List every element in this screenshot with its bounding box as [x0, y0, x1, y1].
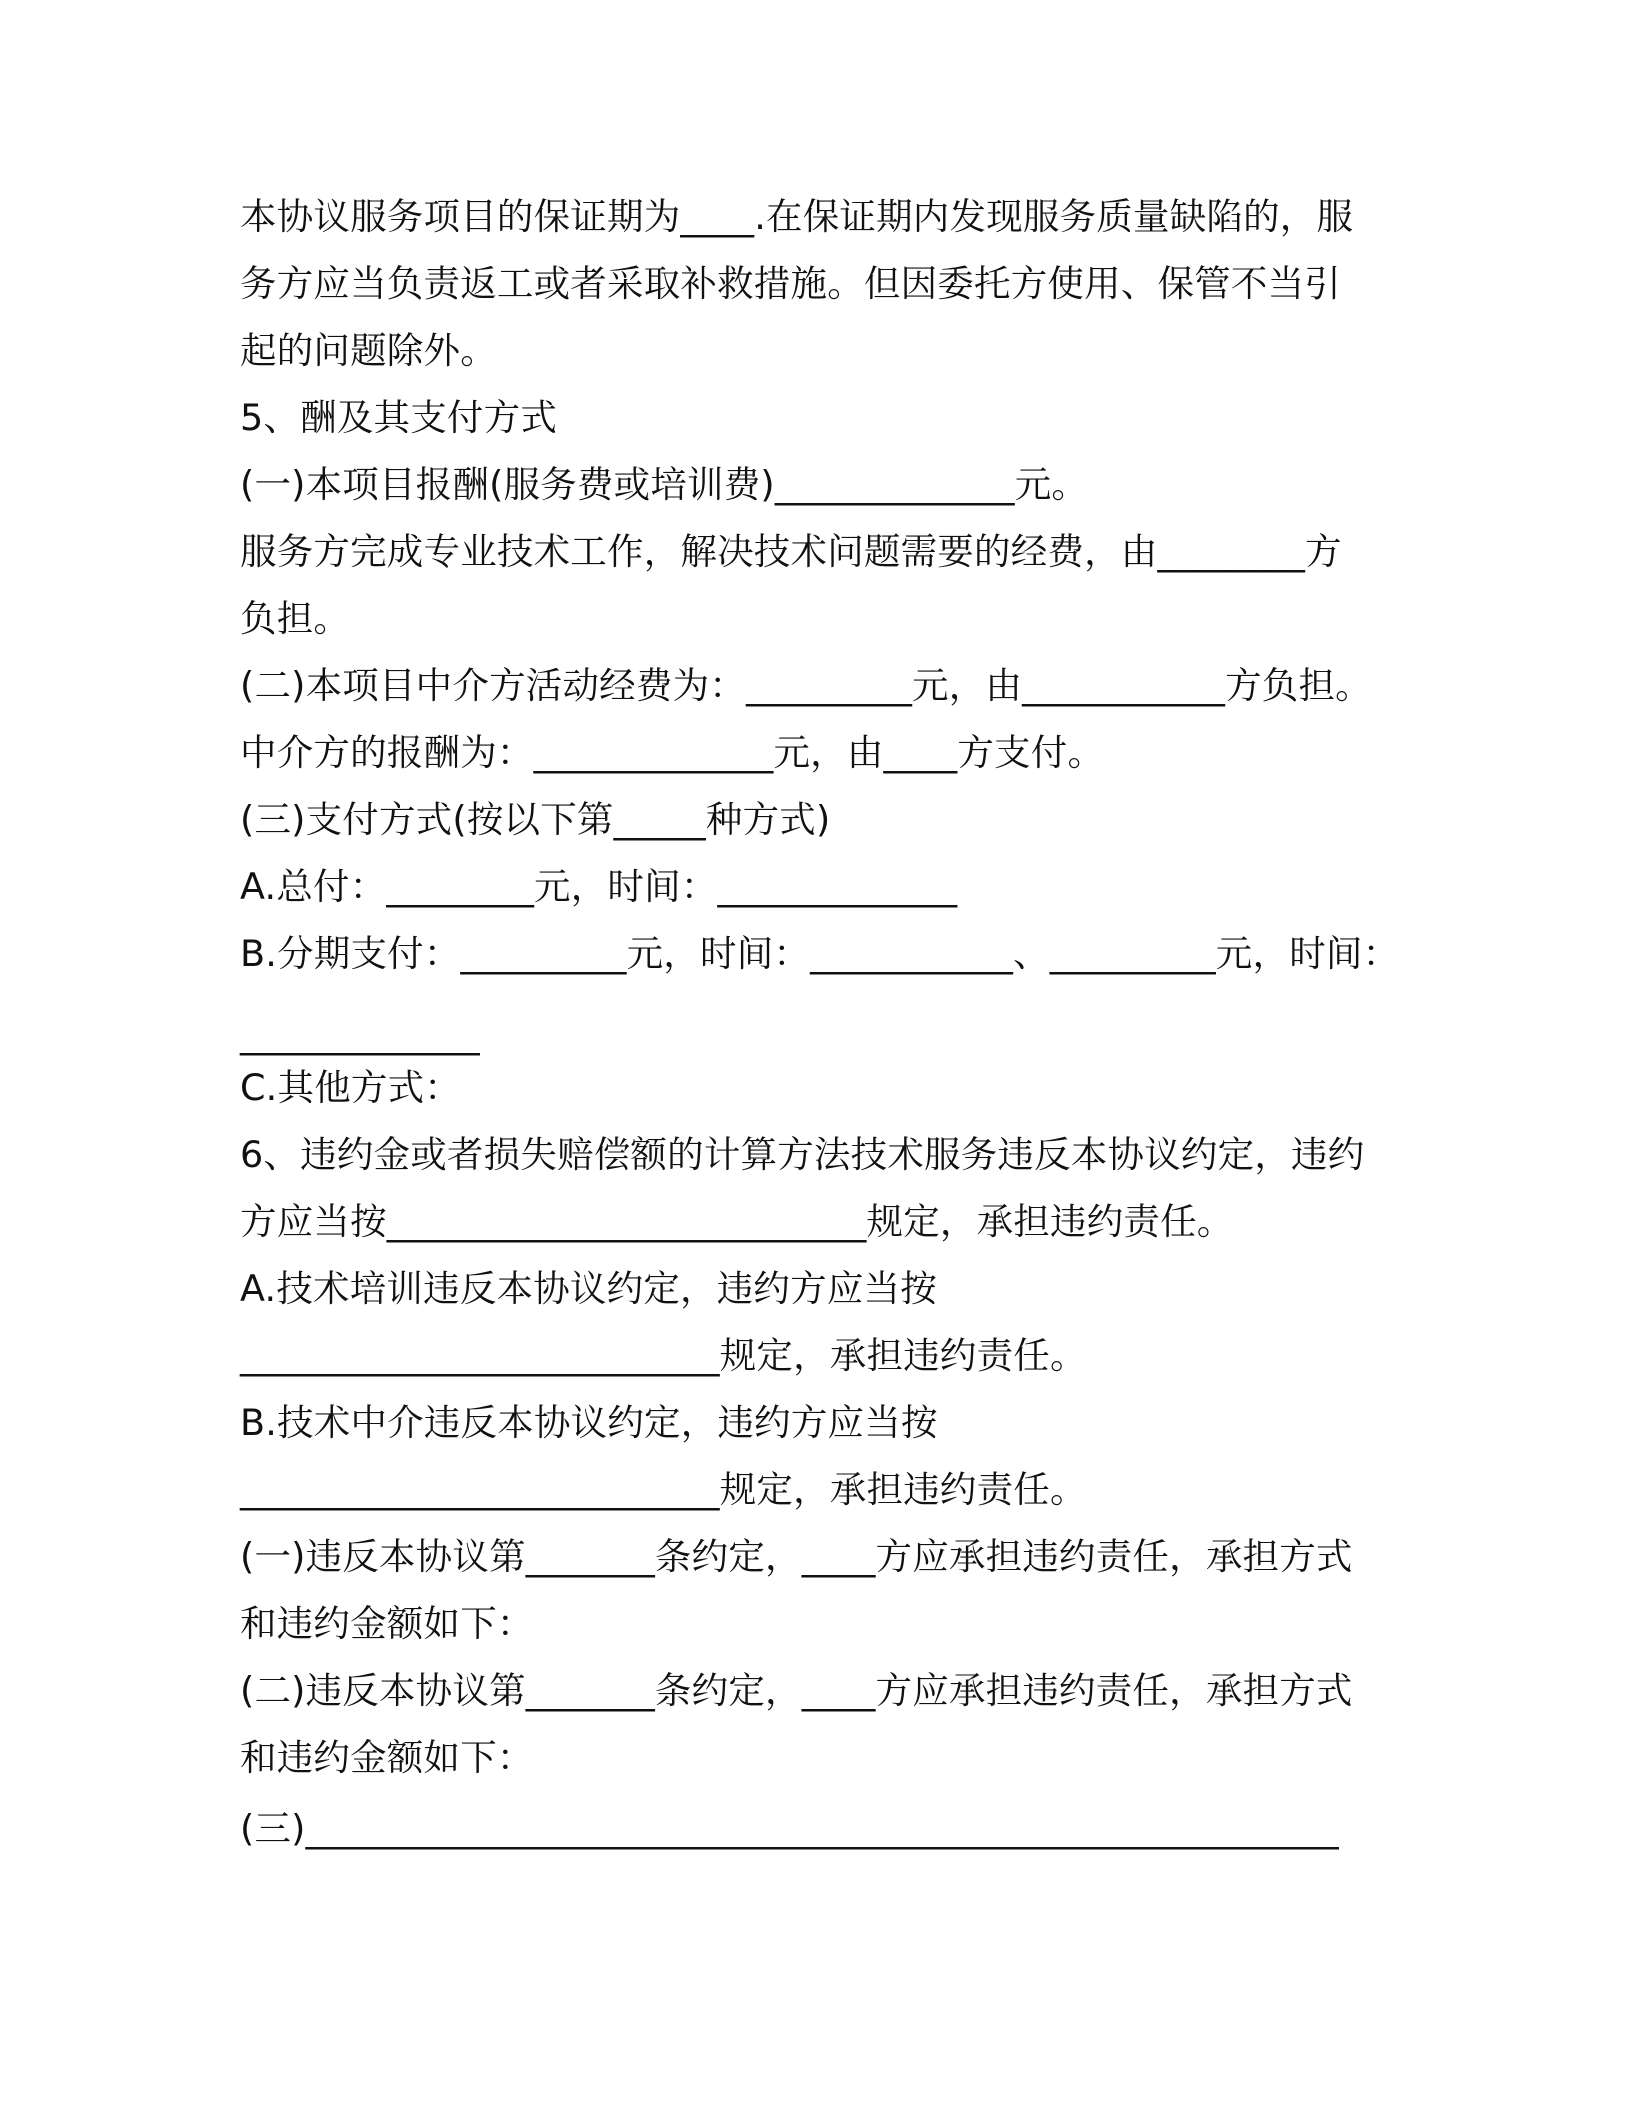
section-heading: 6、违约金或者损失赔偿额的计算方法技术服务违反本协议约定，违约 [240, 1133, 1365, 1176]
section-heading: 5、酬及其支付方式 [240, 396, 558, 439]
paragraph-line: B.分期支付：_________元，时间：___________、_________元，时间： [240, 932, 1400, 975]
paragraph-line: A.总付：________元，时间：_____________ [240, 865, 958, 908]
paragraph-line: 和违约金额如下： [240, 1736, 534, 1779]
paragraph-line: (一)本项目报酬(服务费或培训费)_____________元。 [240, 463, 1089, 506]
paragraph-line: _____________ [240, 1013, 480, 1056]
paragraph-line: 起的问题除外。 [240, 329, 497, 372]
paragraph-line: C.其他方式： [240, 1066, 461, 1109]
paragraph-line: 负担。 [240, 597, 351, 640]
paragraph-line: 中介方的报酬为：_____________元，由____方支付。 [240, 731, 1105, 774]
paragraph-line: (三)支付方式(按以下第_____种方式) [240, 798, 831, 841]
paragraph-line: 和违约金额如下： [240, 1602, 534, 1645]
paragraph-line: (二)违反本协议第_______条约定，____方应承担违约责任，承担方式 [240, 1669, 1353, 1712]
paragraph-line: (三)________________________________________________________ [240, 1807, 1339, 1850]
paragraph-line: __________________________规定，承担违约责任。 [240, 1468, 1087, 1511]
paragraph-line: __________________________规定，承担违约责任。 [240, 1334, 1087, 1377]
paragraph-line: (一)违反本协议第_______条约定，____方应承担违约责任，承担方式 [240, 1535, 1353, 1578]
paragraph-line: B.技术中介违反本协议约定，违约方应当按 [240, 1401, 938, 1444]
paragraph-line: (二)本项目中介方活动经费为：_________元，由___________方负担。 [240, 664, 1372, 707]
paragraph-line: 务方应当负责返工或者采取补救措施。但因委托方使用、保管不当引 [240, 262, 1341, 305]
paragraph-line: 方应当按__________________________规定，承担违约责任。 [240, 1200, 1234, 1243]
paragraph-line: 本协议服务项目的保证期为____.在保证期内发现服务质量缺陷的，服 [240, 195, 1354, 238]
paragraph-line: A.技术培训违反本协议约定，违约方应当按 [240, 1267, 937, 1310]
paragraph-line: 服务方完成专业技术工作，解决技术问题需要的经费，由________方 [240, 530, 1342, 573]
